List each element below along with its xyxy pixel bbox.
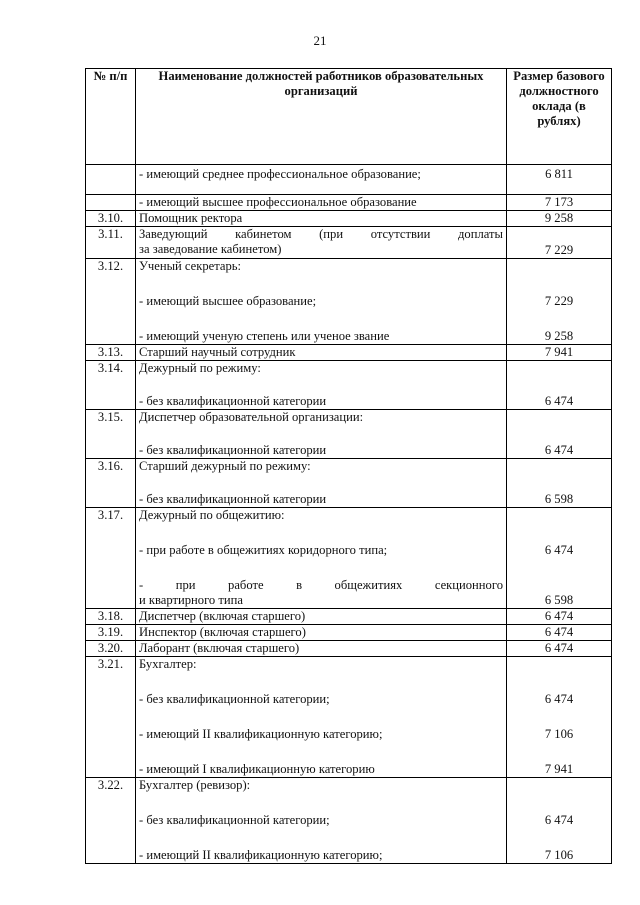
table-row: [86, 641, 612, 657]
row-position: [136, 459, 507, 508]
row-position: [136, 609, 507, 625]
row-number: [86, 195, 136, 211]
row-position-text: Диспетчер (включая старшего): [139, 609, 306, 623]
row-position-text: - имеющий II квалификационную категорию;: [139, 848, 383, 862]
table-row: [86, 165, 612, 195]
header-salary: Размер базового должностного оклада (в рублях): [507, 69, 612, 165]
row-position: [136, 778, 507, 864]
row-salary-value: 7 229: [544, 294, 574, 308]
row-position-text: Бухгалтер (ревизор):: [139, 778, 251, 792]
table-row: [86, 259, 612, 345]
row-position-text: Инспектор (включая старшего): [139, 625, 306, 639]
row-position-text: - имеющий высшее профессиональное образование: [139, 195, 417, 209]
row-position: [136, 227, 507, 259]
row-position: [136, 211, 507, 227]
row-position: [136, 410, 507, 459]
row-salary-value: 6 474: [544, 443, 574, 457]
salary-table: [85, 68, 612, 864]
row-position-text: - имеющий II квалификационную категорию;: [139, 727, 383, 741]
row-salary: [507, 657, 612, 778]
row-salary-value: 6 474: [544, 813, 574, 827]
row-number: 3.21.: [86, 657, 136, 778]
row-position: [136, 165, 507, 195]
table-row: [86, 345, 612, 361]
row-position-text: Помощник ректора: [139, 211, 243, 225]
row-salary: 6 474: [507, 609, 612, 625]
row-number: 3.22.: [86, 778, 136, 864]
row-salary: 6 474: [507, 625, 612, 641]
table-row: [86, 609, 612, 625]
row-position-text: - без квалификационной категории: [139, 443, 327, 457]
row-salary: [507, 259, 612, 345]
row-salary: [507, 508, 612, 609]
row-position-text: - имеющий I квалификационную категорию: [139, 762, 375, 776]
row-salary-value: 6 474: [544, 543, 574, 557]
table-row: [86, 410, 612, 459]
table-row: [86, 657, 612, 778]
row-salary: [507, 227, 612, 259]
row-salary: 7 941: [507, 345, 612, 361]
row-number: 3.12.: [86, 259, 136, 345]
row-position-text: - имеющий ученую степень или ученое звание: [139, 329, 390, 343]
row-salary: [507, 361, 612, 410]
table-row: [86, 778, 612, 864]
row-salary-value: 9 258: [544, 329, 574, 343]
table-header-row: [86, 69, 612, 165]
row-salary: [507, 410, 612, 459]
page-number: 21: [313, 33, 327, 48]
row-position-text: - имеющий среднее профессиональное образование;: [139, 167, 421, 181]
row-number: 3.14.: [86, 361, 136, 410]
row-position: [136, 345, 507, 361]
header-position-name: Наименование должностей работников образовательных организаций: [136, 69, 507, 165]
row-number: 3.13.: [86, 345, 136, 361]
row-position-text: Бухгалтер:: [139, 657, 197, 671]
table-row: [86, 508, 612, 609]
row-salary: 9 258: [507, 211, 612, 227]
row-position: [136, 508, 507, 609]
table-row: [86, 195, 612, 211]
row-position-text: Дежурный по общежитию:: [139, 508, 285, 522]
row-position-text: - без квалификационной категории;: [139, 813, 330, 827]
row-position-text: Старший дежурный по режиму:: [139, 459, 311, 473]
row-position: [136, 625, 507, 641]
row-salary: [507, 195, 612, 211]
table-row: [86, 361, 612, 410]
row-salary-value: 7 229: [544, 243, 574, 257]
row-position-text: Дежурный по режиму:: [139, 361, 261, 375]
row-salary-value: 6 598: [544, 593, 574, 607]
row-number: [86, 165, 136, 195]
row-position-text: - без квалификационной категории: [139, 394, 327, 408]
row-position-text: - имеющий высшее образование;: [139, 294, 317, 308]
row-salary: [507, 778, 612, 864]
table-row: [86, 211, 612, 227]
row-number: 3.10.: [86, 211, 136, 227]
row-position: [136, 195, 507, 211]
row-salary-value: 6 474: [544, 394, 574, 408]
table-row: [86, 625, 612, 641]
row-salary-value: 6 598: [544, 492, 574, 506]
row-number: 3.15.: [86, 410, 136, 459]
row-number: 3.17.: [86, 508, 136, 609]
row-number: 3.19.: [86, 625, 136, 641]
row-salary: [507, 459, 612, 508]
row-position-text: Диспетчер образовательной организации:: [139, 410, 364, 424]
row-salary: 6 474: [507, 641, 612, 657]
row-salary-value: 7 173: [544, 195, 574, 209]
table-row: [86, 227, 612, 259]
row-salary-value: 7 941: [544, 762, 574, 776]
row-position-text: за заведование кабинетом): [139, 242, 282, 256]
row-number: 3.18.: [86, 609, 136, 625]
row-position-text: - при работе в общежитиях секционного: [139, 578, 503, 592]
row-position-text: - при работе в общежитиях коридорного типа;: [139, 543, 388, 557]
row-position-text: - без квалификационной категории;: [139, 692, 330, 706]
row-number: 3.16.: [86, 459, 136, 508]
row-position-text: Старший научный сотрудник: [139, 345, 296, 359]
row-salary-value: 6 474: [544, 692, 574, 706]
row-number: 3.20.: [86, 641, 136, 657]
row-position: [136, 361, 507, 410]
row-position-text: - без квалификационной категории: [139, 492, 327, 506]
header-number: № п/п: [86, 69, 136, 165]
row-position-text: Ученый секретарь:: [139, 259, 242, 273]
row-position: [136, 259, 507, 345]
row-position-text: и квартирного типа: [139, 593, 243, 607]
row-salary-value: 7 106: [544, 848, 574, 862]
row-position: [136, 641, 507, 657]
row-number: 3.11.: [86, 227, 136, 259]
table-row: [86, 459, 612, 508]
row-salary-value: 6 811: [545, 167, 573, 181]
row-salary-value: 7 106: [544, 727, 574, 741]
row-position: [136, 657, 507, 778]
row-salary: [507, 165, 612, 195]
row-position-text: Лаборант (включая старшего): [139, 641, 300, 655]
row-position-text: Заведующий кабинетом (при отсутствии доплаты: [139, 227, 503, 241]
